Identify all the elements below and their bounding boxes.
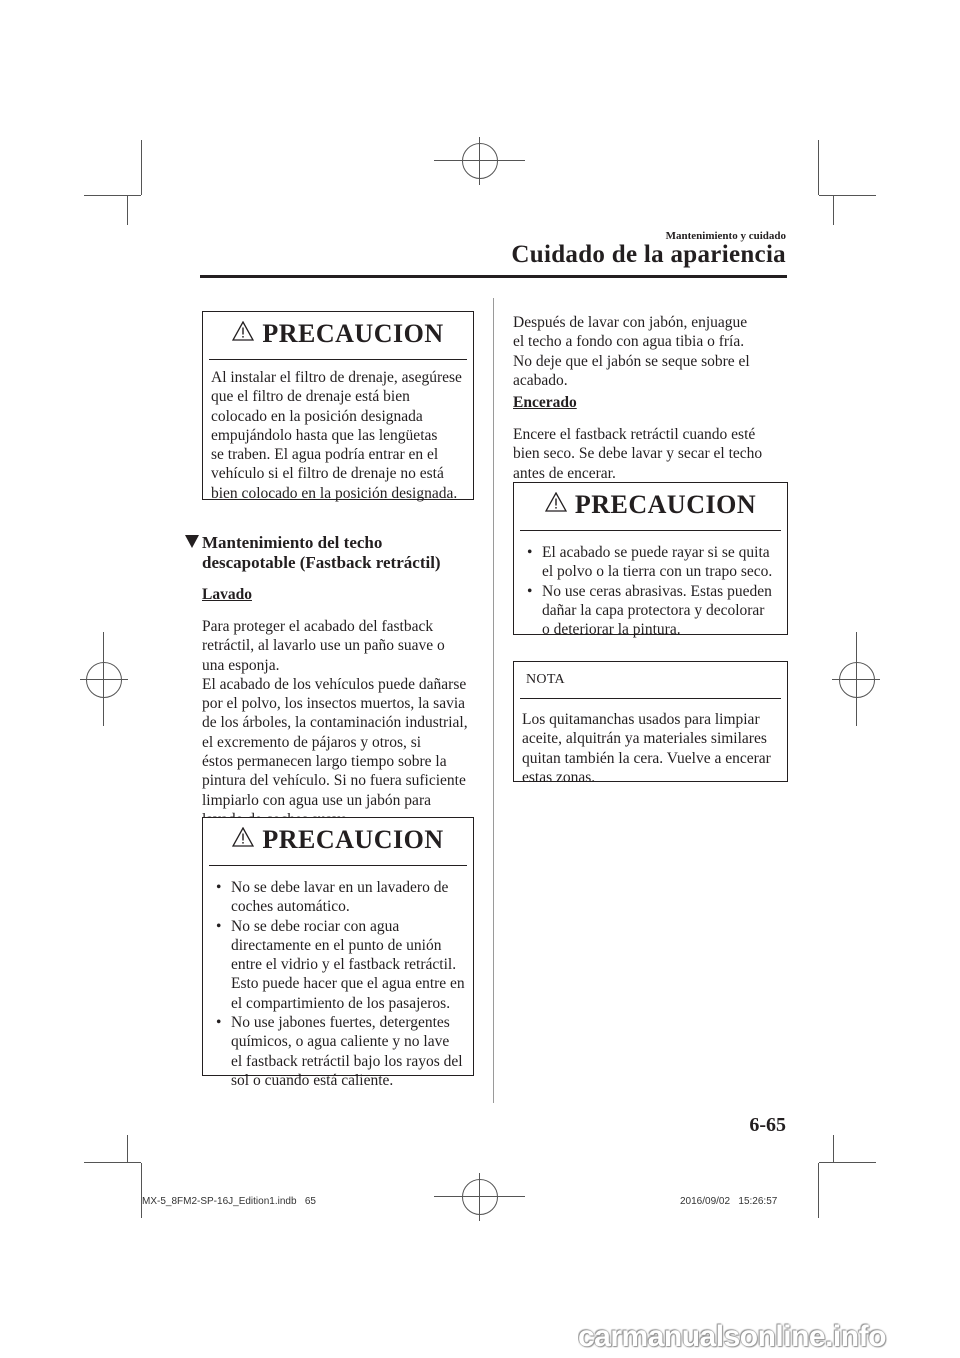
watermark: carmanualsonline.info (578, 1320, 886, 1353)
note-box (513, 661, 788, 786)
caution-bullet: • No se debe rociar con agua directamente en el punto de unión entre el vidrio y el fastback retráctil. Esto puede hacer que el agua entre en el compartimiento de los pasajeros. (216, 917, 465, 1012)
footer-timestamp: 2016/09/02 15:26:57 (680, 1196, 778, 1207)
header-section: Mantenimiento y cuidado (665, 230, 786, 242)
caution-bullet: • El acabado se puede rayar si se quita el polvo o la tierra con un trapo seco. (527, 544, 773, 581)
warning-icon (545, 489, 567, 519)
caution-box-drain-filter (202, 311, 474, 500)
caution-heading: PRECAUCION (262, 825, 444, 854)
caution-box-waxing (513, 482, 788, 639)
page-number: 6-65 (749, 1114, 786, 1136)
caution-heading: PRECAUCION (262, 319, 444, 348)
caution-list (203, 866, 473, 1090)
footer-file: MX-5_8FM2-SP-16J_Edition1.indb 65 (142, 1196, 316, 1207)
caution-box-washing (202, 817, 474, 1089)
caution-bullet: • No se debe lavar en un lavadero de coches automático. (216, 879, 449, 916)
note-text: Los quitamanchas usados para limpiar aceite, alquitrán ya materiales similares quitan también la cera. Vuelve a encerar estas zonas. (522, 711, 771, 786)
header-rule (200, 275, 787, 278)
caution-heading: PRECAUCION (574, 490, 757, 519)
rinse-text: Después de lavar con jabón, enjuague el techo a fondo con agua tibia o fría. No deje que el jabón se seque sobre el acabado. (513, 314, 750, 389)
caution-text: Al instalar el filtro de drenaje, asegúrese que el filtro de drenaje está bien colocado en la posición designada empujándolo hasta que las lengüetas se traben. El agua podría entrar en el vehículo si el filtro de drenaje no está bien colocado en la posición designada. (211, 369, 462, 502)
encerado-heading: Encerado (513, 394, 577, 411)
warning-icon (232, 824, 254, 854)
encerado-text: Encere el fastback retráctil cuando esté bien seco. Se debe lavar y secar el techo antes de encerar. (513, 426, 763, 482)
lavado-heading: Lavado (202, 586, 252, 603)
warning-icon (232, 318, 254, 348)
caution-bullet: • No use ceras abrasivas. Estas pueden dañar la capa protectora y decolorar o deteriorar la pintura. (527, 582, 772, 639)
note-title: NOTA (526, 672, 565, 687)
caution-list (514, 531, 787, 639)
triangle-bullet-icon (185, 535, 199, 548)
caution-bullet: • No use jabones fuertes, detergentes químicos, o agua caliente y no lave el fastback retráctil bajo los rayos del sol o cuando está caliente. (216, 1014, 463, 1089)
page-title: Cuidado de la apariencia (511, 241, 786, 268)
section-heading: Mantenimiento del techo descapotable (Fastback retráctil) (202, 533, 492, 573)
lavado-text: Para proteger el acabado del fastback retráctil, al lavarlo use un paño suave o una esponja. El acabado de los vehículos puede dañarse por el polvo, los insectos muertos, la savia de los árboles, la contaminación industrial, el excremento de pájaros y otros, si éstos permanecen largo tiempo sobre la pintura del vehículo. Si no fuera suficiente limpiarlo con agua use un jabón para (202, 618, 468, 809)
column-divider (493, 298, 494, 1103)
